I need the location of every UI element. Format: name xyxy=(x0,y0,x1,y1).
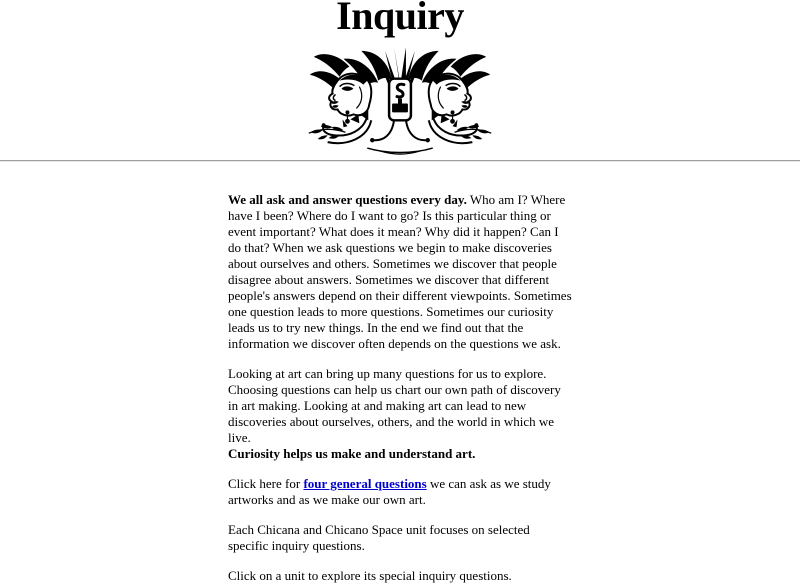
clipped-line-text: Click on a unit to explore its special inquiry questions. xyxy=(228,568,512,583)
aztec-faces-ornament-image xyxy=(305,43,495,157)
paragraph-1-text: Who am I? Where have I been? Where do I want to go? Is this particular thing or event important? What does it mean? Why did it happen? Can I do that? When we ask questions we begin to make discoveries about ourselves and others. Sometimes we discover that people disagree about answers. Sometimes we discover that different people's answers depend on their different viewpoints. Sometimes one question leads to more questions. Sometimes our curiosity leads us to try new things. In the end we find out that the information we discover often depends on the questions we ask. xyxy=(228,192,572,351)
paragraph-2-text: Looking at art can bring up many questions for us to explore. Choosing questions can help us chart our own path of discovery in art making. Looking at and making art can lead to new discoveries about ourselves, others, and the world in which we live. xyxy=(228,366,561,445)
link-prefix-text: Click here for xyxy=(228,476,304,491)
link-suffix-text: we can ask as we study artworks and as we make our own art. xyxy=(228,476,551,507)
paragraph-unit-focus xyxy=(228,522,572,554)
paragraph-questions-every-day xyxy=(228,192,572,352)
page-title: Inquiry xyxy=(336,0,464,38)
lead-bold-sentence: We all ask and answer questions every day. xyxy=(228,192,467,207)
article-body xyxy=(228,162,572,584)
paragraph-click-here xyxy=(228,476,572,508)
curiosity-bold-sentence: Curiosity helps us make and understand art. xyxy=(228,446,476,461)
paragraph-4-text: Each Chicana and Chicano Space unit focuses on selected specific inquiry questions. xyxy=(228,522,530,553)
paragraph-looking-at-art xyxy=(228,366,572,462)
clipped-bottom-paragraph xyxy=(228,568,572,584)
four-general-questions-link[interactable]: four general questions xyxy=(303,476,427,491)
